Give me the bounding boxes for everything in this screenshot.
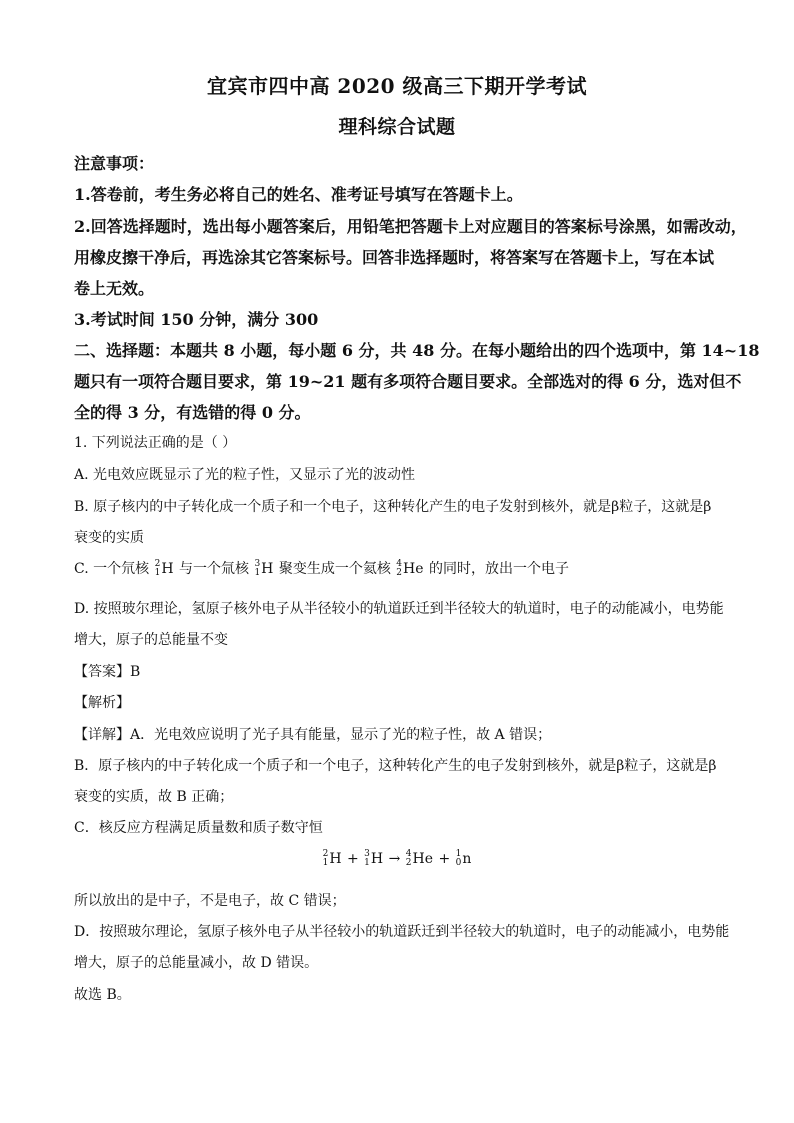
option-b-line-2: 衰变的实质 <box>74 530 144 546</box>
notice-item-2-line-3: 卷上无效。 <box>74 279 155 298</box>
answer-line: 【答案】B <box>74 664 141 680</box>
conclusion: 故选 B。 <box>74 987 131 1003</box>
notice-item-3: 3.考试时间 150 分钟，满分 300 <box>74 310 319 329</box>
exam-subtitle: 理科综合试题 <box>338 116 456 138</box>
eq-tritium: 3 1 H <box>364 849 384 868</box>
notice-item-1: 1.答卷前，考生务必将自己的姓名、准考证号填写在答题卡上。 <box>74 185 523 204</box>
option-c-text-2: 与一个氚核 <box>178 561 249 577</box>
notice-heading: 注意事项： <box>74 154 155 173</box>
detail-c-line-2: 所以放出的是中子，不是电子，故 C 错误； <box>74 893 346 909</box>
section-instruction-line-1: 二、选择题：本题共 8 小题，每小题 6 分，共 48 分。在每小题给出的四个选项中，第 14~18 <box>74 341 760 360</box>
option-d-line-1: D. 按照玻尔理论，氢原子核外电子从半径较小的轨道跃迁到半径较大的轨道时，电子的动能减小，电势能 <box>74 601 724 617</box>
detail-c-line-1: C．核反应方程满足质量数和质子数守恒 <box>74 820 323 836</box>
tritium-symbol: 3 1 H <box>254 559 274 578</box>
notice-item-2-line-2: 用橡皮擦干净后，再选涂其它答案标号。回答非选择题时，将答案写在答题卡上，写在本试 <box>74 248 715 267</box>
detail-b-line-2: 衰变的实质，故 B 正确； <box>74 789 234 805</box>
helium-symbol: 4 2 He <box>396 559 424 578</box>
notice-item-2-line-1: 2.回答选择题时，选出每小题答案后，用铅笔把答题卡上对应题目的答案标号涂黑，如需改动， <box>74 217 747 236</box>
deuterium-symbol: 2 1 H <box>154 559 174 578</box>
analysis-label: 【解析】 <box>74 695 130 711</box>
eq-arrow: → <box>388 851 401 867</box>
eq-deuterium: 2 1 H <box>322 849 342 868</box>
eq-helium: 4 2 He <box>405 849 433 868</box>
detail-d-line-2: 增大，原子的总能量减小，故 D 错误。 <box>74 955 319 971</box>
section-instruction-line-3: 全的得 3 分，有选错的得 0 分。 <box>74 403 311 422</box>
eq-neutron: 1 0 n <box>455 849 472 868</box>
eq-plus-2: + <box>438 851 451 867</box>
detail-d-line-1: D．按照玻尔理论，氢原子核外电子从半径较小的轨道跃迁到半径较大的轨道时，电子的动能减小，电势能 <box>74 924 730 940</box>
nuclear-equation <box>0 850 794 868</box>
eq-plus-1: + <box>346 851 359 867</box>
option-a: A. 光电效应既显示了光的粒子性，又显示了光的波动性 <box>74 467 416 483</box>
option-c-text-4: 的同时，放出一个电子 <box>428 561 569 577</box>
exam-title: 宜宾市四中高 2020 级高三下期开学考试 <box>206 74 588 98</box>
question-stem: 1. 下列说法正确的是（ ） <box>74 435 237 451</box>
section-instruction-line-2: 题只有一项符合题目要求，第 19~21 题有多项符合题目要求。全部选对的得 6 分，选对但不 <box>74 372 742 391</box>
option-d-line-2: 增大，原子的总能量不变 <box>74 632 228 648</box>
option-c-text-1: C. 一个氘核 <box>74 561 150 577</box>
option-b-line-1: B. 原子核内的中子转化成一个质子和一个电子，这种转化产生的电子发射到核外，就是β粒子，这就是β <box>74 499 712 515</box>
option-c-text-3: 聚变生成一个氦核 <box>278 561 391 577</box>
option-c <box>74 558 569 578</box>
detail-b-line-1: B．原子核内的中子转化成一个质子和一个电子，这种转化产生的电子发射到核外，就是β粒子，这就是β <box>74 758 717 774</box>
detail-a: 【详解】A．光电效应说明了光子具有能量，显示了光的粒子性，故 A 错误； <box>74 727 552 743</box>
